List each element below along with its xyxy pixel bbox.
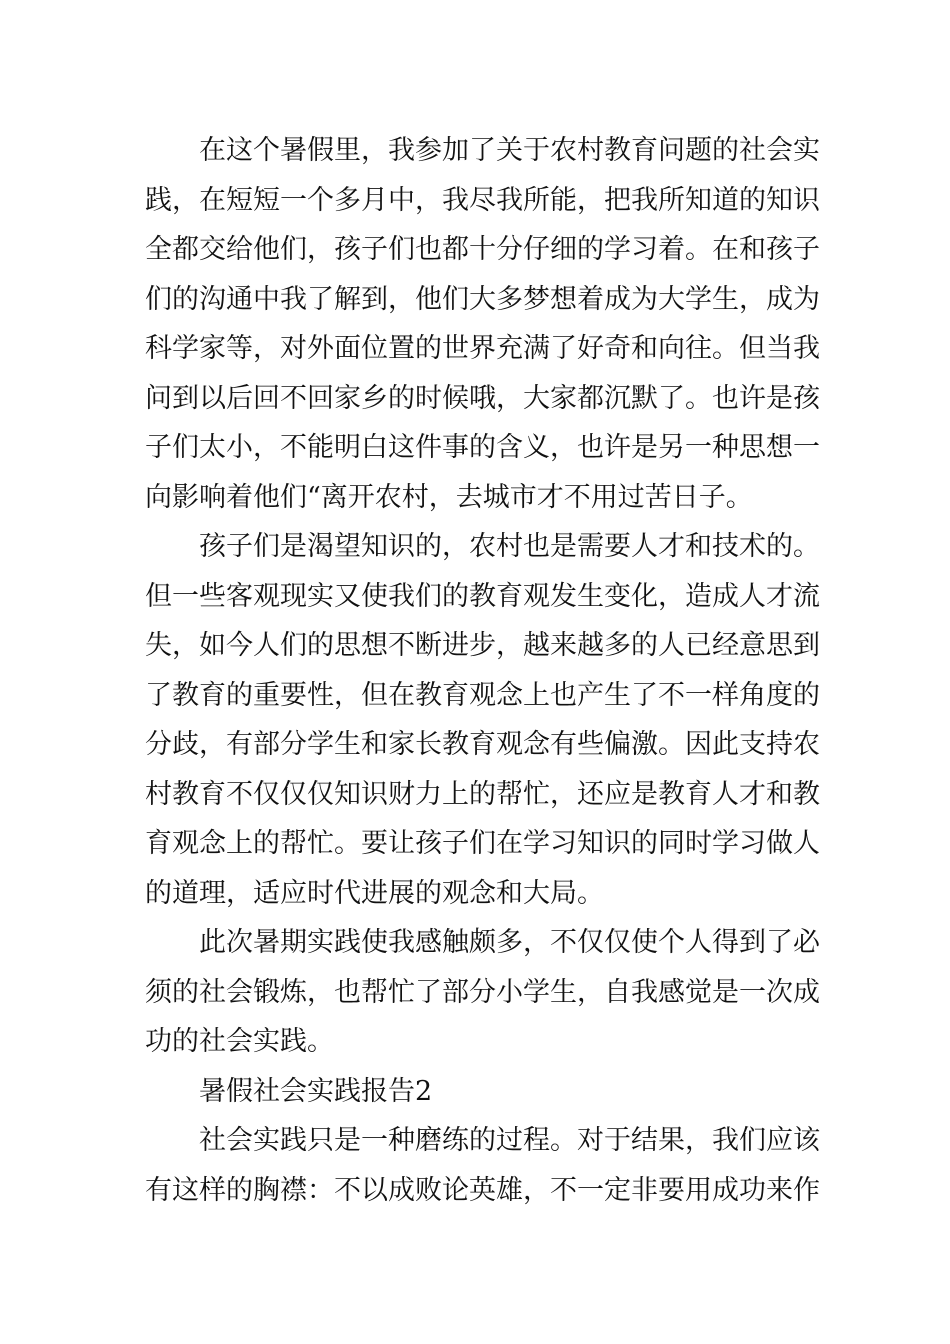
section-heading: 暑假社会实践报告2 [199,1075,433,1107]
text-line: 问到以后回不回家乡的时候哦，大家都沉默了。也许是孩 [145,382,820,414]
text-line: 了教育的重要性，但在教育观念上也产生了不一样角度的 [145,679,820,711]
text-line: 科学家等，对外面位置的世界充满了好奇和向往。但当我 [145,333,820,364]
text-line: 孩子们是渴望知识的，农村也是需要人才和技术的。 [199,531,820,562]
text-line: 村教育不仅仅仅知识财力上的帮忙，还应是教育人才和教 [145,778,820,810]
text-line: 们的沟通中我了解到，他们大多梦想着成为大学生，成为 [145,283,820,315]
text-line: 社会实践只是一种磨练的过程。对于结果，我们应该 [199,1125,820,1156]
text-line: 有这样的胸襟：不以成败论英雄，不一定非要用成功来作 [145,1174,820,1206]
text-line: 此次暑期实践使我感触颇多，不仅仅使个人得到了必 [199,927,820,958]
text-line: 失，如今人们的思想不断进步，越来越多的人已经意思到 [145,630,820,661]
paragraph-2 [145,522,820,918]
text-line: 须的社会锻炼，也帮忙了部分小学生，自我感觉是一次成 [145,976,820,1008]
text-line: 的道理，适应时代进展的观念和大局。 [145,877,604,909]
paragraph-1 [145,126,820,522]
text-line: 育观念上的帮忙。要让孩子们在学习知识的同时学习做人 [145,828,820,859]
text-line: 分歧，有部分学生和家长教育观念有些偏激。因此支持农 [145,729,820,760]
text-line: 在这个暑假里，我参加了关于农村教育问题的社会实 [199,135,820,166]
text-line: 子们太小，不能明白这件事的含义，也许是另一种思想一 [145,432,820,463]
document-body [145,126,820,1215]
text-line: 向影响着他们“离开农村，去城市才不用过苦日子。 [145,481,753,513]
text-line: 但一些客观现实又使我们的教育观发生变化，造成人才流 [145,580,820,612]
text-line: 践，在短短一个多月中，我尽我所能，把我所知道的知识 [145,184,820,216]
paragraph-3 [145,918,820,1067]
text-line: 功的社会实践。 [145,1026,334,1057]
text-line: 全都交给他们，孩子们也都十分仔细的学习着。在和孩子 [145,234,820,265]
paragraph-4 [145,1116,820,1215]
